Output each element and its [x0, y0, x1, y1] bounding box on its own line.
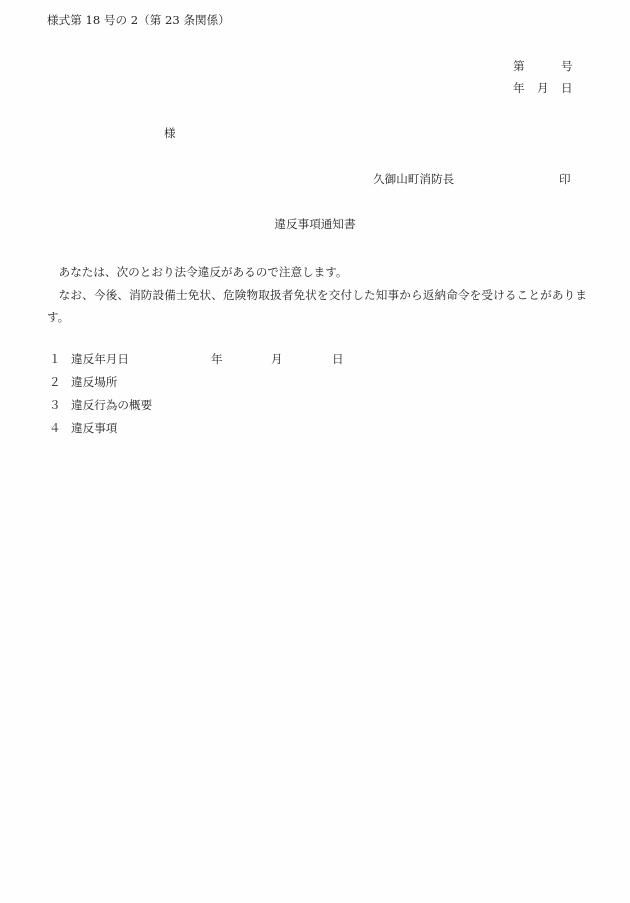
item-label: 違反場所 [71, 375, 118, 389]
list-item [47, 398, 447, 421]
body-paragraph: なお、今後、消防設備士免状、危険物取扱者免状を交付した知事から返納命令を受けることがあります。 [47, 287, 587, 324]
item-label: 違反事項 [71, 421, 118, 435]
document-title: 違反事項通知書 [274, 217, 356, 231]
document-number-suffix: 号 [561, 59, 573, 73]
violation-items-list [47, 352, 447, 444]
item-date-year: 年 [211, 352, 223, 366]
body-paragraph: あなたは、次のとおり法令違反があるので注意します。 [58, 265, 348, 279]
form-number: 様式第 18 号の 2（第 23 条関係） [47, 13, 230, 27]
item-number: ４ [49, 421, 61, 435]
date-month-label: 月 [537, 81, 549, 95]
body-text [47, 261, 587, 329]
issuer-seal-mark: 印 [559, 172, 571, 186]
item-date-month: 月 [271, 352, 283, 366]
item-number: １ [49, 352, 61, 366]
date-day-label: 日 [561, 81, 573, 95]
item-label: 違反行為の概要 [71, 398, 153, 412]
item-label: 違反年月日 [71, 352, 129, 366]
issuer-name: 久御山町消防長 [373, 172, 455, 186]
list-item [47, 352, 447, 375]
item-number: ２ [49, 375, 61, 389]
item-number: ３ [49, 398, 61, 412]
item-date-day: 日 [332, 352, 344, 366]
document-number-prefix: 第 [513, 59, 525, 73]
list-item [47, 375, 447, 398]
list-item [47, 421, 447, 444]
addressee-honorific: 様 [164, 126, 176, 140]
date-year-label: 年 [513, 81, 525, 95]
